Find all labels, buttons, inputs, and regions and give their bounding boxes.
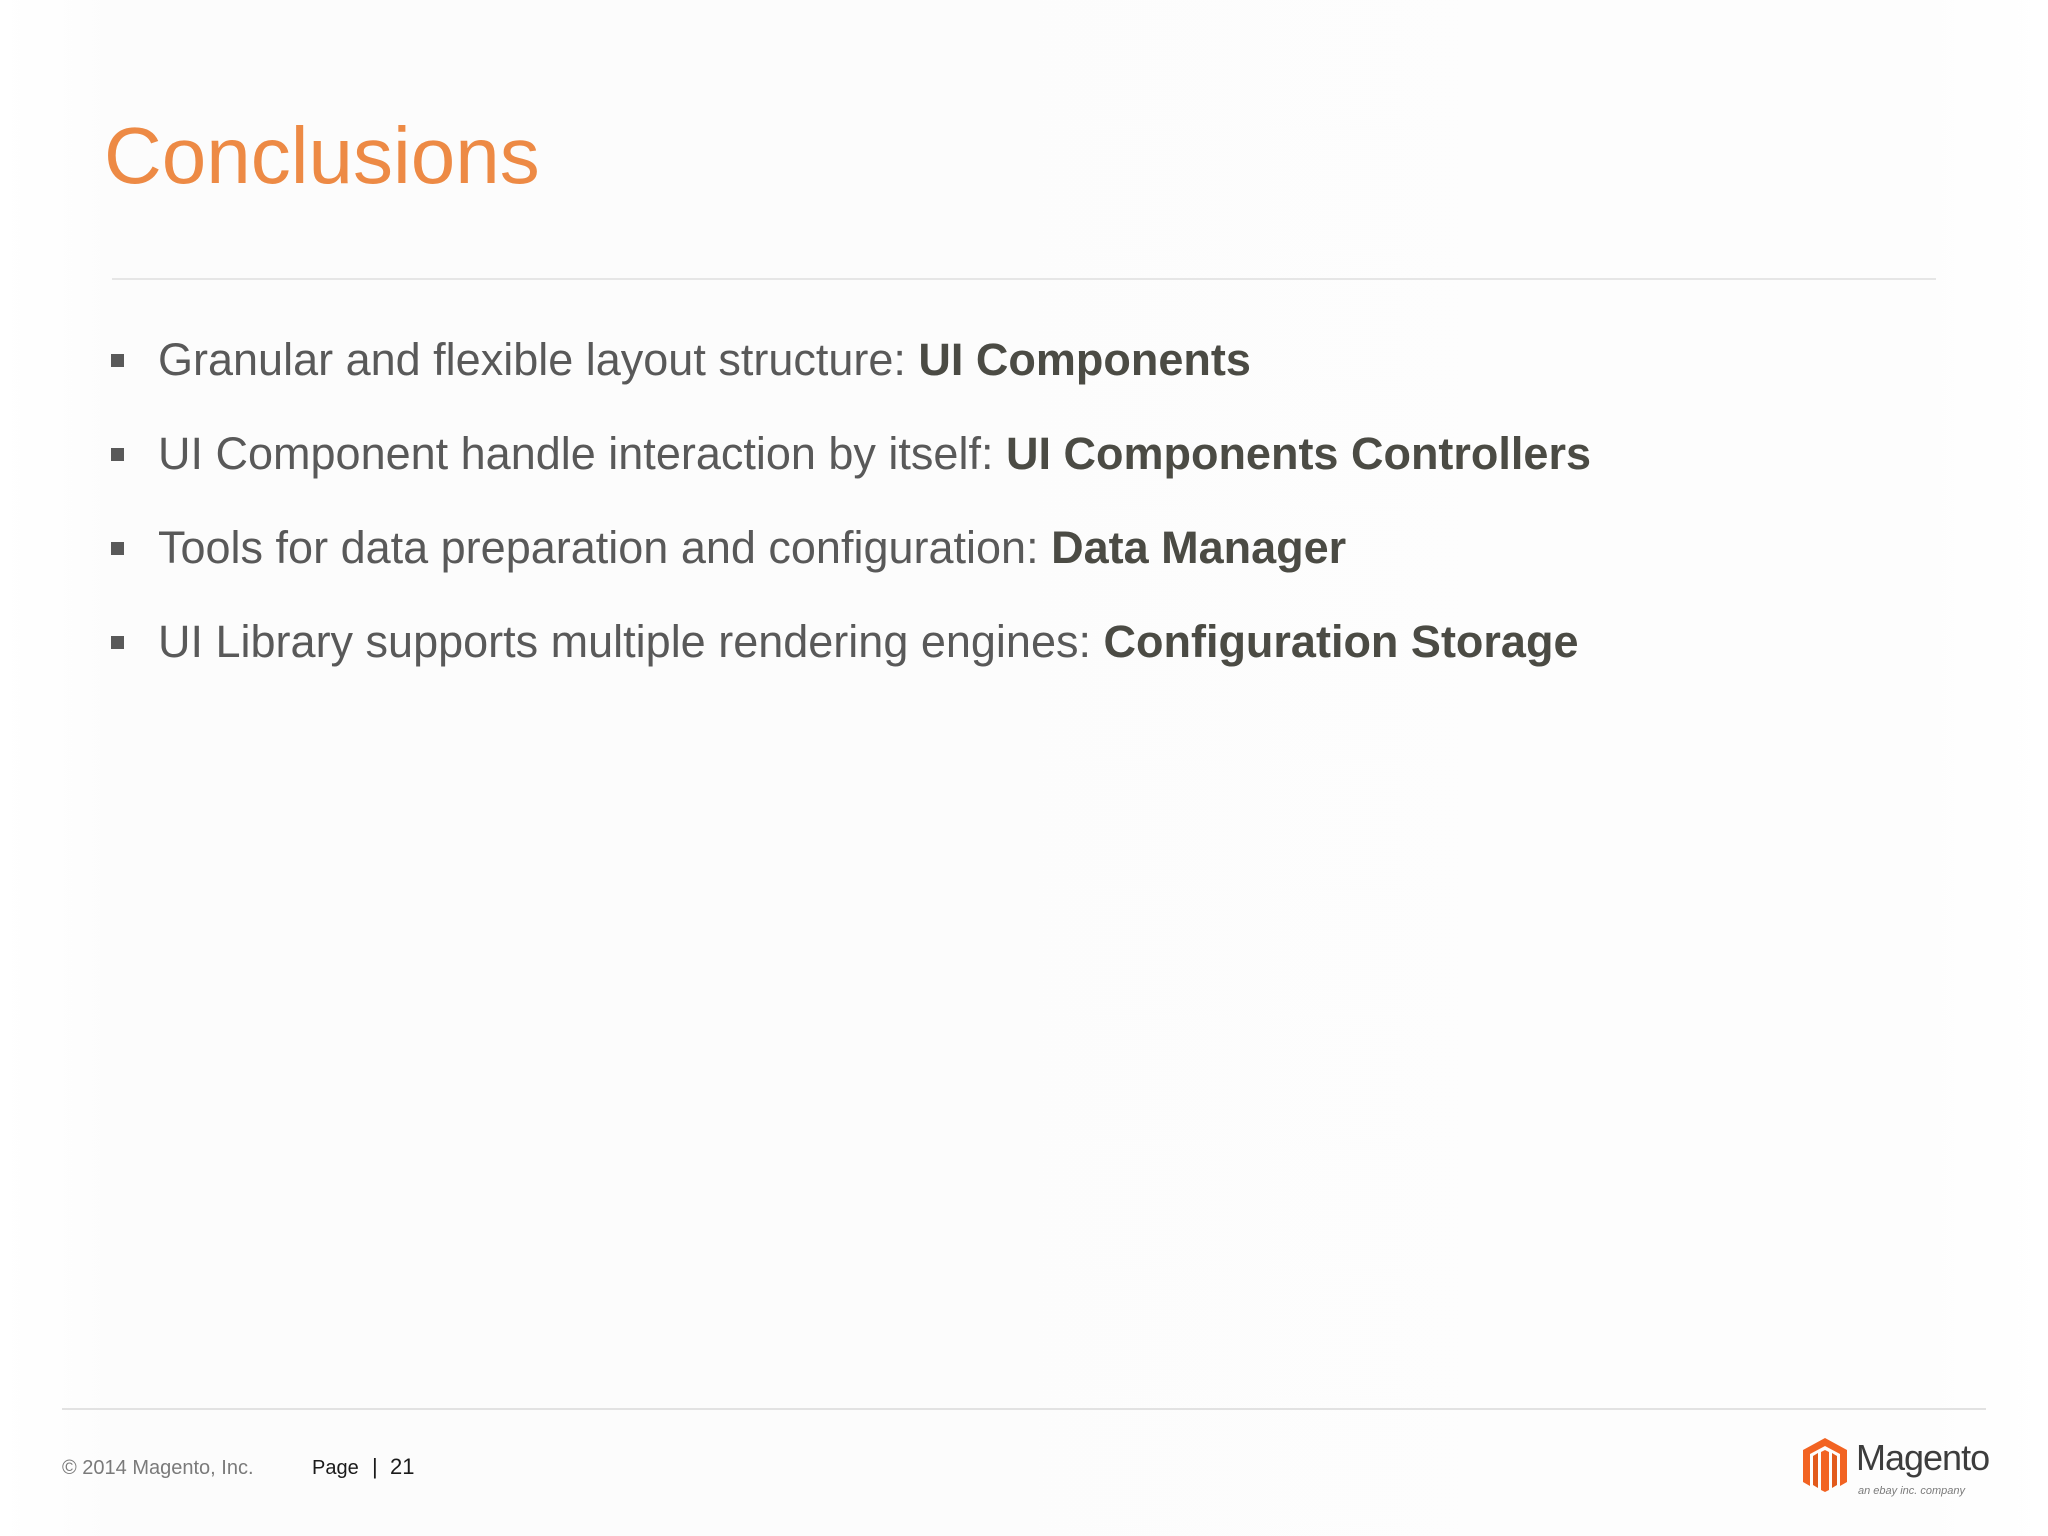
bullet-plain-text: Granular and flexible layout structure:	[158, 334, 919, 385]
footer-divider	[62, 1408, 1986, 1410]
page-label: Page	[312, 1457, 359, 1479]
square-bullet-icon	[111, 542, 124, 555]
bullet-plain-text: UI Component handle interaction by itself:	[158, 428, 1006, 479]
magento-tagline: an ebay inc. company	[1858, 1485, 1966, 1497]
magento-logo-icon	[1800, 1436, 1850, 1492]
bullet-bold-text: UI Components Controllers	[1005, 428, 1591, 479]
bullet-plain-text: UI Library supports multiple rendering engines:	[158, 616, 1104, 667]
page-number: 21	[390, 1454, 415, 1479]
bullet-bold-text: Data Manager	[1051, 522, 1347, 573]
square-bullet-icon	[111, 354, 124, 367]
bullet-bold-text: UI Components	[918, 334, 1251, 385]
bullet-text	[158, 330, 1251, 390]
bullet-bold-text: Configuration Storage	[1103, 616, 1579, 667]
magento-logo	[1800, 1434, 1990, 1504]
bullet-text	[158, 518, 1346, 578]
page-separator: |	[372, 1454, 378, 1479]
square-bullet-icon	[111, 636, 124, 649]
slide-title: Conclusions	[104, 111, 540, 200]
square-bullet-icon	[111, 448, 124, 461]
magento-wordmark: Magento	[1856, 1437, 1990, 1478]
copyright-notice: © 2014 Magento, Inc.	[62, 1457, 254, 1479]
bullet-plain-text: Tools for data preparation and configuration:	[158, 522, 1052, 573]
title-divider	[112, 278, 1936, 280]
bullet-text	[158, 612, 1578, 672]
bullet-text	[158, 424, 1591, 484]
